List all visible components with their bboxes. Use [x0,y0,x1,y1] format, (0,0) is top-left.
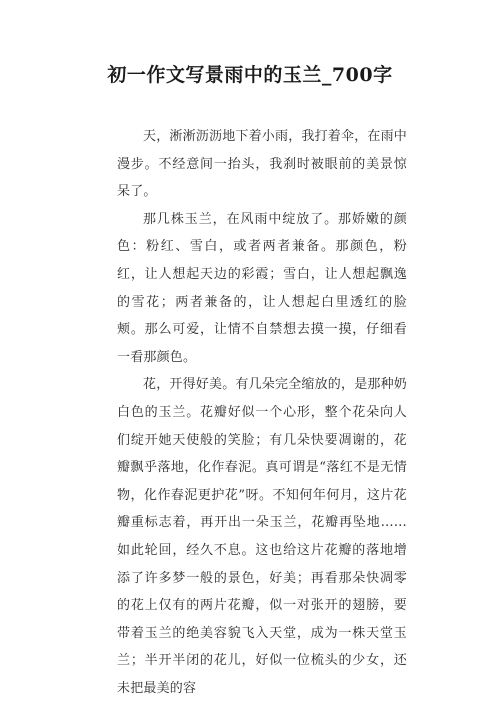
article-title: 初一作文写景雨中的玉兰_700字 [107,64,393,86]
paragraph-3: 花，开得好美。有几朵完全缩放的，是那种奶白色的玉兰。花瓣好似一个心形，整个花朵向人们绽开她天使般的笑脸；有几朵快要凋谢的，花瓣飘乎落地，化作春泥。真可谓是“落红不是无情物，化作春泥更护花”呀。不知何年何月，这片花瓣重标志着，再开出一朵玉兰，花瓣再坠地……如此轮回，经久不息。这也给这片花瓣的落地增添了许多梦一般的景色，好美；再看那朵快凋零的花上仅有的两片花瓣，似一对张开的翅膀，要带着玉兰的绝美容貌飞入天堂，成为一株天堂玉兰；半开半闭的花儿，好似一位梳头的少女，还未把最美的容 [117,377,408,696]
paragraph-1: 天，淅淅沥沥地下着小雨，我打着伞，在雨中漫步。不经意间一抬头，我刹时被眼前的美景惊呆了。 [117,129,408,200]
paragraph-2: 那几株玉兰，在风雨中绽放了。那娇嫩的颜色：粉红、雪白，或者两者兼备。那颜色，粉红，让人想起天边的彩霞；雪白，让人想起飘逸的雪花；两者兼备的，让人想起白里透红的脸颊。那么可爱，让情不自禁想去摸一摸，仔细看一看那颜色。 [117,211,407,365]
article-body [117,123,407,702]
